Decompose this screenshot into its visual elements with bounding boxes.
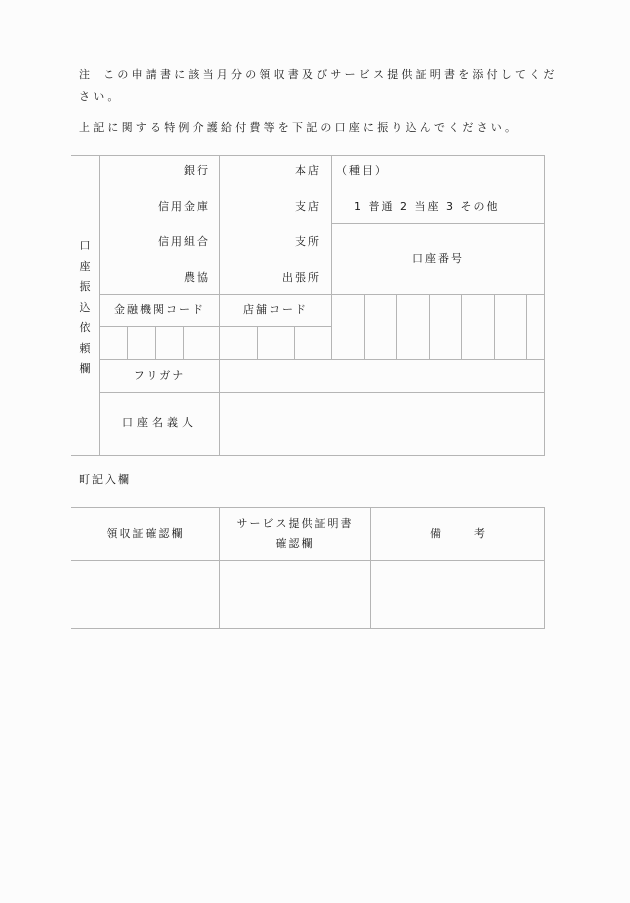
branch-code-label: 店舗コード (243, 303, 308, 316)
furigana-label: フリガナ (133, 369, 186, 382)
town-entry-title: 町記入欄 (79, 473, 131, 486)
institution-type-shinkin: 信用金庫 (158, 200, 210, 213)
service-certificate-header-line1: サービス提供証明書 (236, 517, 354, 530)
account-holder-label: 口座名義人 (122, 416, 197, 429)
side-label-char: 座 (79, 259, 91, 273)
bank-code-label: 金融機関コード (114, 303, 205, 316)
side-label-char: 頼 (79, 341, 91, 355)
institution-type-bank: 銀行 (184, 164, 210, 177)
side-label-char: 口 (79, 239, 91, 252)
note-text: この申請書に該当月分の領収書及びサービス提供証明書を添付してください。 (79, 68, 558, 103)
branch-type-sub-branch: 支所 (295, 235, 321, 248)
side-label-char: 依 (79, 321, 91, 334)
note-label: 注 (79, 68, 94, 81)
institution-type-credit-union: 信用組合 (158, 235, 210, 248)
branch-type-agency: 出張所 (282, 271, 321, 284)
side-label-char: 欄 (79, 362, 91, 375)
branch-type-head-office: 本店 (295, 164, 321, 177)
account-number-label: 口座番号 (412, 252, 464, 265)
service-certificate-header-line2: 確認欄 (275, 537, 315, 550)
side-label-char: 振 (79, 280, 91, 293)
institution-type-agri-coop: 農協 (184, 271, 210, 284)
transfer-request-text: 上記に関する特例介護給付費等を下記の口座に振り込んでください。 (79, 121, 520, 134)
side-label-char: 込 (79, 300, 91, 314)
account-type-options: 1 普通 2 当座 3 その他 (354, 200, 500, 213)
account-transfer-side-label (74, 236, 96, 380)
account-type-label: （種目） (336, 164, 388, 177)
branch-type-branch: 支店 (295, 200, 321, 213)
remarks-header: 備 考 (430, 527, 485, 540)
receipt-confirmation-header: 領収証確認欄 (106, 527, 185, 540)
